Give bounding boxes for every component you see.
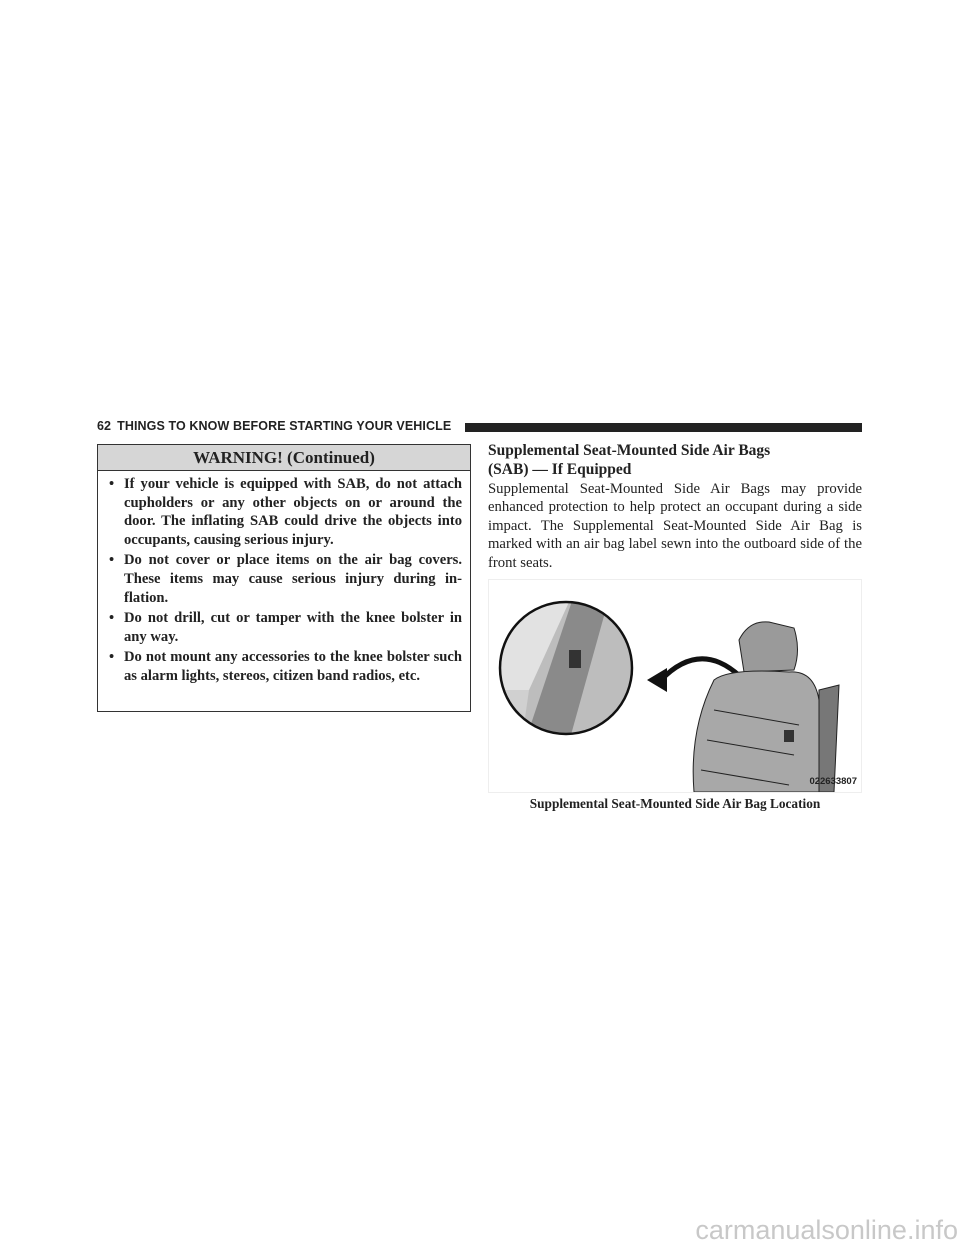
- watermark: carmanualsonline.info: [695, 1215, 958, 1242]
- header-bar: [465, 423, 862, 432]
- page-number: 62: [97, 419, 112, 433]
- section-body: Supplemental Seat-Mounted Side Air Bags may provide enhanced protection to help protect an occupant during a side impact. The Supplemental Seat-Mounted Side Air Bag is marked with an air bag label sewn into the outboard side of the front seats.: [488, 481, 862, 571]
- figure-caption: Supplemental Seat-Mounted Side Air Bag Location: [529, 796, 821, 811]
- warning-item: • Do not mount any accessories to the knee bolster such as alarm lights, stereos, citizen band radios, etc.: [109, 649, 462, 684]
- warning-item: • Do not drill, cut or tamper with the knee bolster in any way.: [109, 610, 462, 645]
- warning-item: • If your vehicle is equipped with SAB, do not attach cupholders or any other objects on or around the door. The inflating SAB could drive the objects into occupants, causing serious injury.: [109, 476, 462, 548]
- seat-illustration-icon: [489, 580, 861, 792]
- seat-airbag-illustration: [488, 579, 862, 793]
- section-title: THINGS TO KNOW BEFORE STARTING YOUR VEHICLE: [117, 419, 452, 433]
- warning-item: • Do not cover or place items on the air bag covers. These items may cause serious injury during in-flation.: [109, 552, 462, 606]
- page-header: [97, 419, 451, 433]
- warning-box: [97, 444, 471, 712]
- section-heading: Supplemental Seat-Mounted Side Air Bags (SAB) — If Equipped: [488, 442, 771, 478]
- figure-code: 022633807: [809, 776, 857, 787]
- warning-title: WARNING! (Continued): [98, 445, 470, 471]
